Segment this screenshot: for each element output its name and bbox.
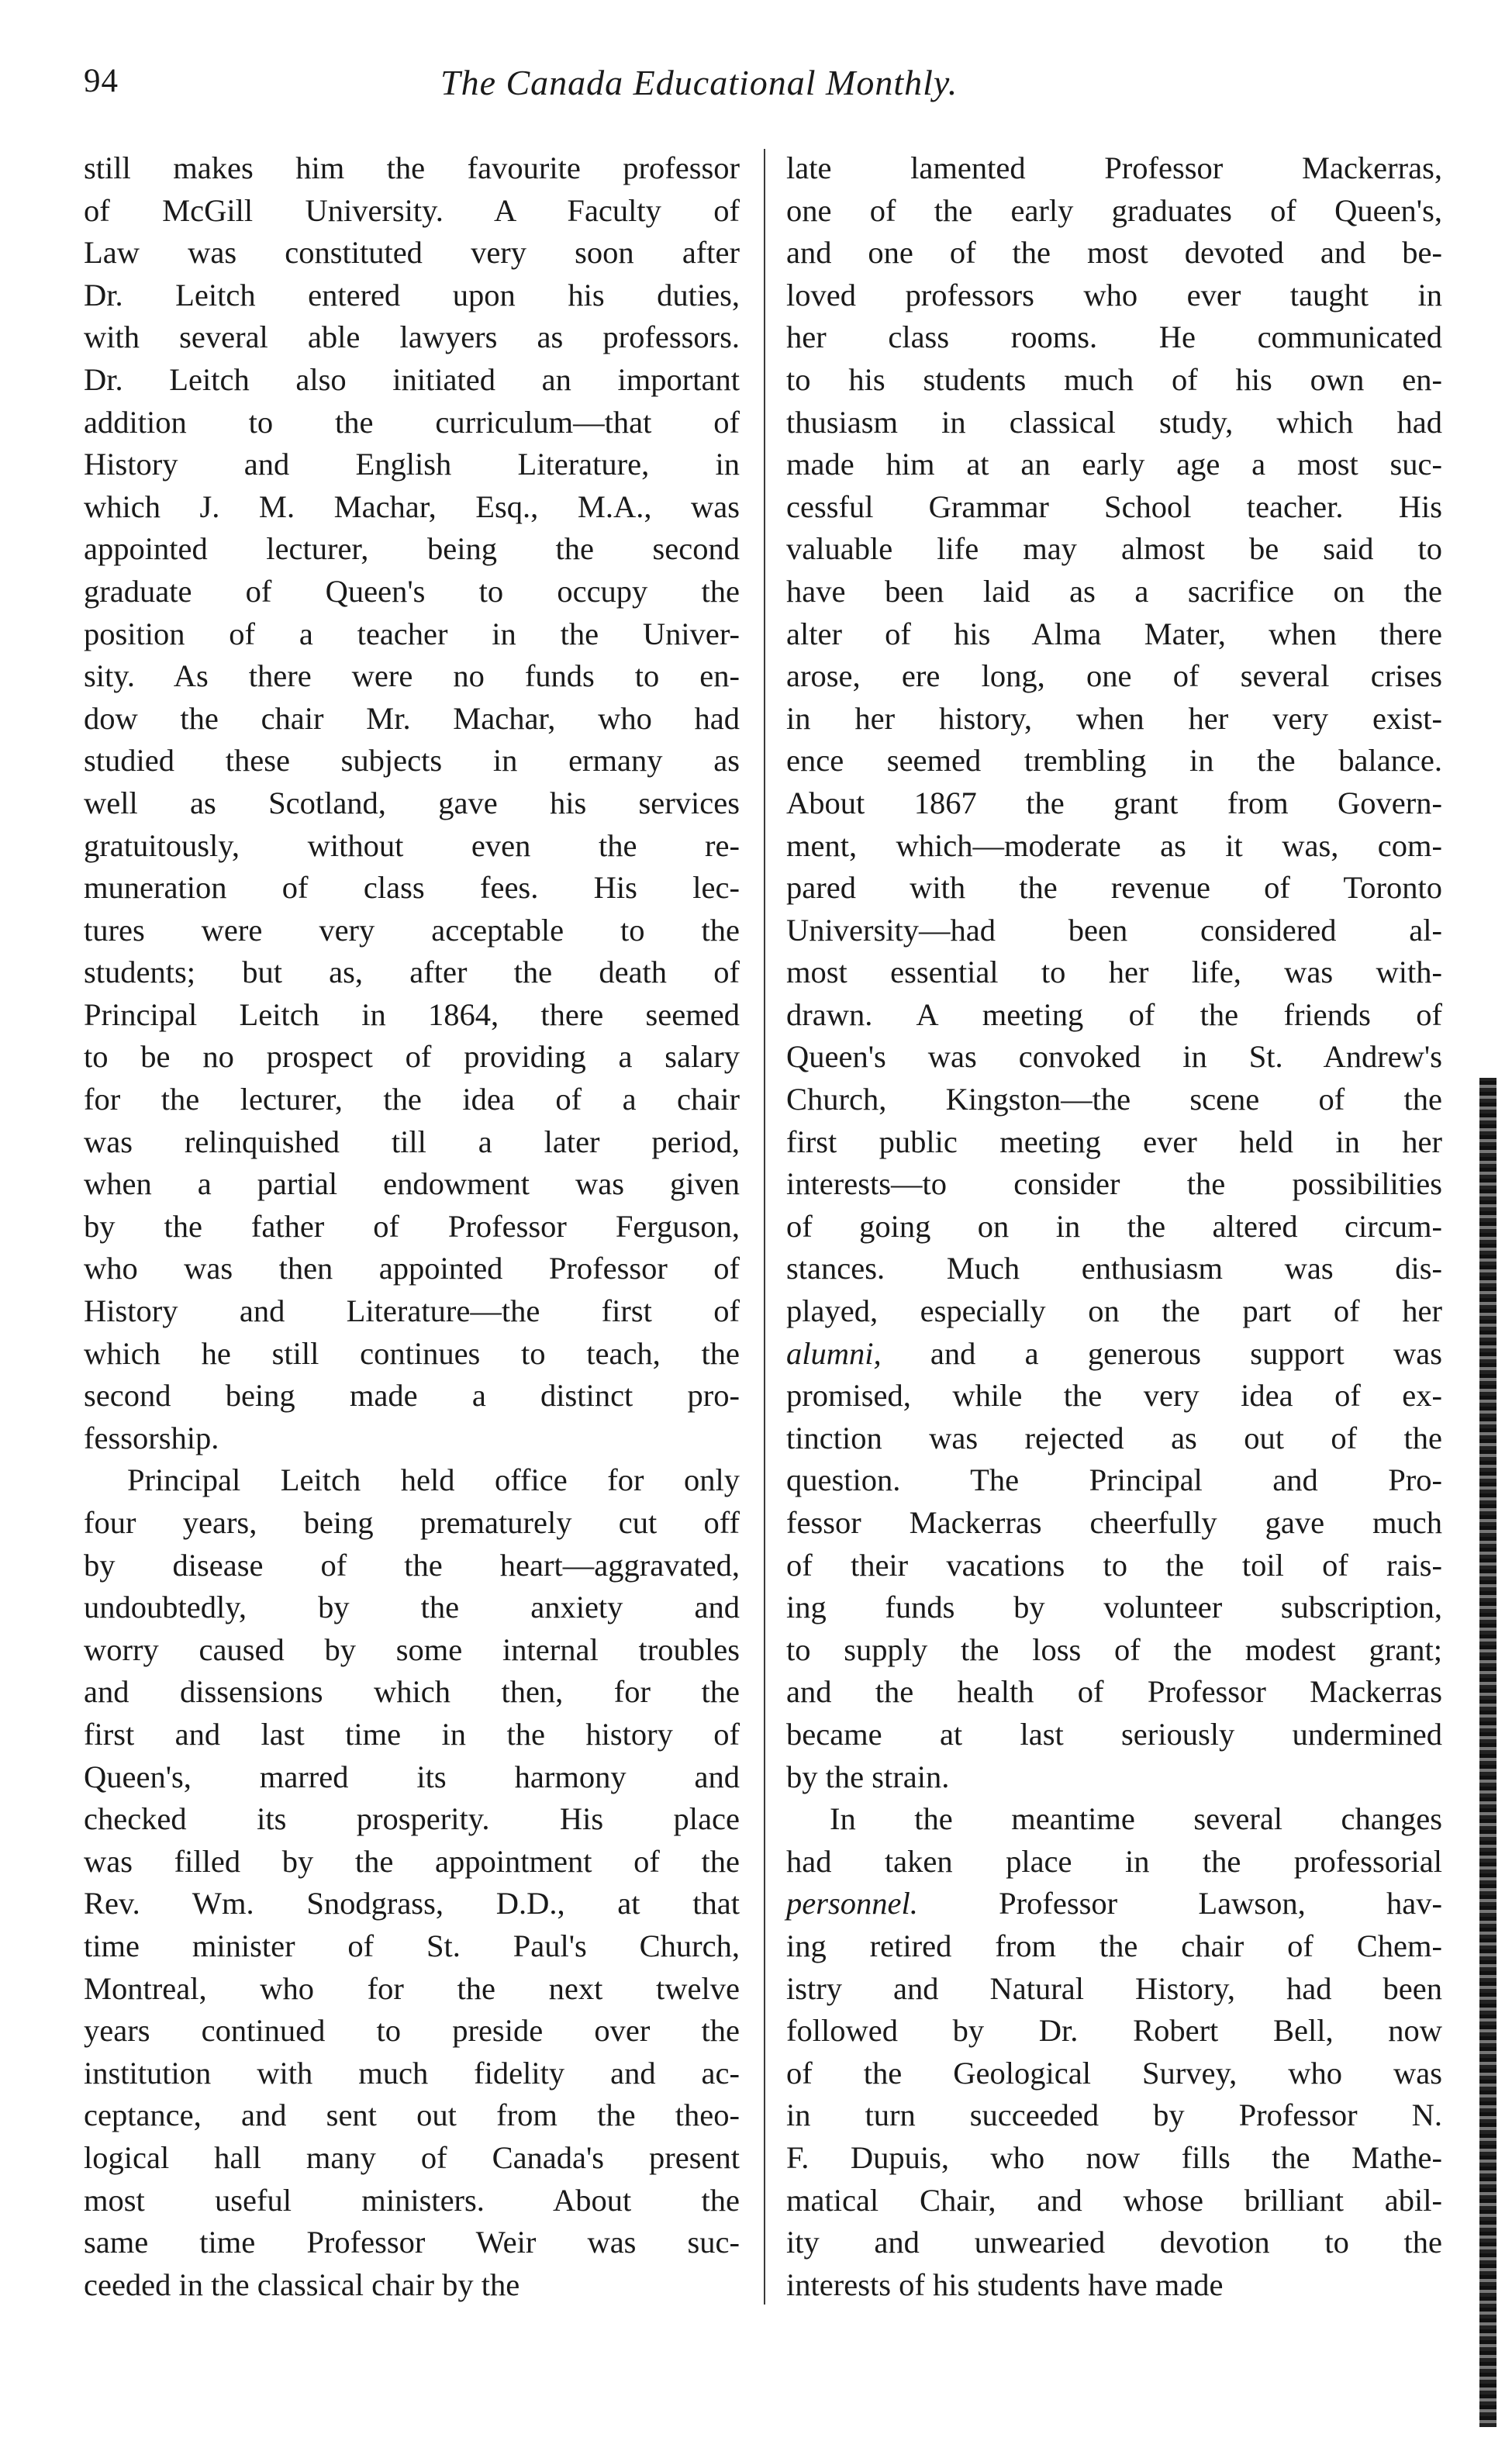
text-line: same time Professor Weir was suc- [84,2225,740,2260]
text-line: ceptance, and sent out from the theo- [84,2097,740,2133]
text-line: most essential to her life, was with- [786,955,1442,990]
text-line: of going on in the altered circum- [786,1208,1442,1244]
text-line: worry caused by some internal troubles [84,1631,740,1667]
text-line: tures were very acceptable to the [84,912,740,948]
text-line [786,1883,1442,1925]
text-line: Dr. Leitch entered upon his duties, [84,277,740,312]
text-line: thusiasm in classical study, which had [786,404,1442,440]
text-line: promised, while the very idea of ex- [786,1378,1442,1414]
text-line: ment, which—moderate as it was, com- [786,827,1442,863]
text-line: sity. As there were no funds to en- [84,658,740,694]
text-line: first public meeting ever held in her [786,1124,1442,1159]
text-line: History and Literature—the first of [84,1293,740,1329]
text-line: was relinquished till a later period, [84,1124,740,1159]
text-line: which he still continues to teach, the [84,1335,740,1371]
text-line: well as Scotland, gave his services [84,785,740,820]
text-line: to supply the loss of the modest grant; [786,1631,1442,1667]
text-line: four years, being prematurely cut off [84,1505,740,1540]
text-line: ing retired from the chair of Chem- [786,1928,1442,1963]
text-line: drawn. A meeting of the friends of [786,996,1442,1032]
text-line: for the lecturer, the idea of a chair [84,1082,740,1117]
text-line: fessor Mackerras cheerfully gave much [786,1505,1442,1540]
right-column [786,147,1442,2306]
text-line: was filled by the appointment of the [84,1843,740,1879]
italic-term: personnel. [786,1886,918,1921]
left-column [84,147,740,2306]
text-line: had taken place in the professorial [786,1843,1442,1879]
text-line: logical hall many of Canada's present [84,2139,740,2175]
italic-term: alumni, [786,1335,882,1371]
text-line: F. Dupuis, who now fills the Mathe- [786,2139,1442,2175]
text-line: students; but as, after the death of [84,955,740,990]
text-line: ity and unwearied devotion to the [786,2225,1442,2260]
text-line: one of the early graduates of Queen's, [786,192,1442,228]
text-line: which J. M. Machar, Esq., M.A., was [84,489,740,524]
column-divider [764,149,765,2305]
text-line: position of a teacher in the Univer- [84,616,740,651]
text-line: pared with the revenue of Toronto [786,870,1442,906]
text-line: fessorship. [84,1420,219,1455]
text-line: checked its prosperity. His place [84,1801,740,1837]
text-line: Church, Kingston—the scene of the [786,1082,1442,1117]
text-line: Principal Leitch held office for only [127,1462,740,1498]
text-line: years continued to preside over the [84,2013,740,2049]
text-line: to his students much of his own en- [786,361,1442,397]
text-line: arose, ere long, one of several crises [786,658,1442,694]
text-line: Montreal, who for the next twelve [84,1970,740,2006]
text-line: istry and Natural History, had been [786,1970,1442,2006]
text-line: Queen's was convoked in St. Andrew's [786,1039,1442,1075]
text-line: late lamented Professor Mackerras, [786,150,1442,185]
text-line: by the strain. [786,1759,950,1794]
text-line: in her history, when her very exist- [786,700,1442,736]
text-line: gratuitously, without even the re- [84,827,740,863]
text-line: and the health of Professor Mackerras [786,1674,1442,1710]
text-line: by disease of the heart—aggravated, [84,1547,740,1583]
text-line: appointed lecturer, being the second [84,531,740,567]
text-line: made him at an early age a most suc- [786,447,1442,482]
text-line: her class rooms. He communicated [786,319,1442,355]
text-line: when a partial endowment was given [84,1166,740,1202]
text-line: addition to the curriculum—that of [84,404,740,440]
text-line: University—had been considered al- [786,912,1442,948]
text-line: ence seemed trembling in the balance. [786,743,1442,779]
text-line: dow the chair Mr. Machar, who had [84,700,740,736]
text-line: Queen's, marred its harmony and [84,1759,740,1794]
text-line: still makes him the favourite professor [84,150,740,185]
text-line: Dr. Leitch also initiated an important [84,361,740,397]
text-line: valuable life may almost be said to [786,531,1442,567]
text-line: cessful Grammar School teacher. His [786,489,1442,524]
text-line: In the meantime several changes [830,1801,1442,1837]
text-line: Rev. Wm. Snodgrass, D.D., at that [84,1886,740,1921]
text-line: in turn succeeded by Professor N. [786,2097,1442,2133]
text-line: who was then appointed Professor of [84,1251,740,1286]
text-line: ceeded in the classical chair by the [84,2267,520,2302]
text-line: institution with much fidelity and ac- [84,2055,740,2091]
text-line: most useful ministers. About the [84,2182,740,2218]
text-line [786,1333,1442,1376]
text-line: followed by Dr. Robert Bell, now [786,2013,1442,2049]
text-line: and dissensions which then, for the [84,1674,740,1710]
text-line: graduate of Queen's to occupy the [84,573,740,609]
text-line: interests—to consider the possibilities [786,1166,1442,1202]
text-line: alter of his Alma Mater, when there [786,616,1442,651]
text-line: second being made a distinct pro- [84,1378,740,1414]
line-text: Professor Lawson, hav- [917,1886,1442,1921]
text-line: time minister of St. Paul's Church, [84,1928,740,1963]
text-line: of their vacations to the toil of rais- [786,1547,1442,1583]
text-line: History and English Literature, in [84,447,740,482]
text-line: first and last time in the history of [84,1716,740,1752]
text-line: of McGill University. A Faculty of [84,192,740,228]
text-line: matical Chair, and whose brilliant abil- [786,2182,1442,2218]
page-header [84,62,1448,124]
text-line: stances. Much enthusiasm was dis- [786,1251,1442,1286]
text-line: muneration of class fees. His lec- [84,870,740,906]
text-line: undoubtedly, by the anxiety and [84,1590,740,1625]
page-number: 94 [84,63,119,99]
text-line: Principal Leitch in 1864, there seemed [84,996,740,1032]
text-line: About 1867 the grant from Govern- [786,785,1442,820]
page-edge-scan-artifact [1479,1078,1496,2427]
running-title: The Canada Educational Monthly. [440,63,958,102]
text-line: interests of his students have made [786,2267,1224,2302]
text-line: played, especially on the part of her [786,1293,1442,1329]
text-line: by the father of Professor Ferguson, [84,1208,740,1244]
text-line: have been laid as a sacrifice on the [786,573,1442,609]
text-line: question. The Principal and Pro- [786,1462,1442,1498]
text-line: tinction was rejected as out of the [786,1420,1442,1455]
text-line: of the Geological Survey, who was [786,2055,1442,2091]
line-text: and a generous support was [881,1335,1442,1371]
text-line: became at last seriously undermined [786,1716,1442,1752]
text-line: loved professors who ever taught in [786,277,1442,312]
text-line: ing funds by volunteer subscription, [786,1590,1442,1625]
text-line: and one of the most devoted and be- [786,235,1442,271]
text-line: with several able lawyers as professors. [84,319,740,355]
text-line: studied these subjects in ermany as [84,743,740,779]
text-line: to be no prospect of providing a salary [84,1039,740,1075]
text-line: Law was constituted very soon after [84,235,740,271]
